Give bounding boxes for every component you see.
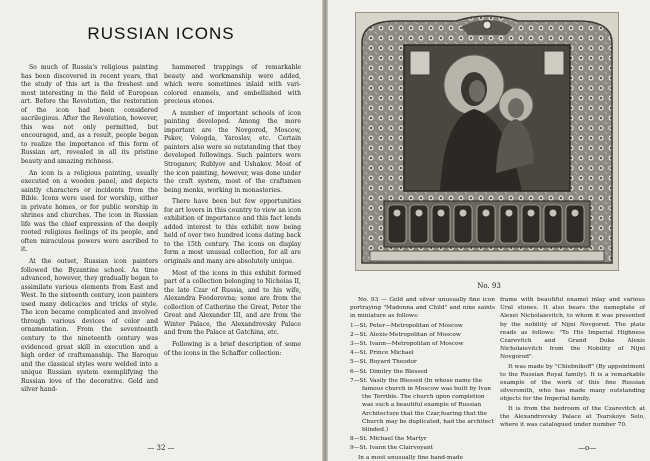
paragraph: At the outset, Russian icon painters followed the Byzantine school. As time advanced, however, they gradually began to assimilate various elements from East and West. In the sixteenth century, icon painters used many delicacies and tricks of style. The icon became complicated and involved through various devices of color and ornamentation. From the seventeenth century to the nineteenth century was evidenced great skill in execution and a high order of craftsmanship. The Baroque and the classical styles were welded into a unique Russian system exemplifying the Russian love of the decorative. Gold and silver hand- bbox=[21, 258, 158, 394]
icon-photograph bbox=[355, 12, 619, 271]
list-item: 6—St. Dimitry the Blessed bbox=[350, 368, 428, 375]
paragraph: frame with beautiful enamel inlay and various Ural stones. It also bears the nameplate of Alexei Nicholaievitch, to whom it was presented by the nobility of Nijni Novgorod. The plate reads as follows: "To His Imperial Highness Czarevitch and Grand Duke Alexis Nicholaievitch from the Nobility of Nijni Novgorod". bbox=[500, 297, 645, 361]
page-ornament: —o— bbox=[578, 444, 597, 452]
paragraph: There have been but few opportunities for art lovers in this country to view an icon exhibition of importance and this fact lends added interest to this exhibit now being held of over two hundred icons dating back to the 15th century. The icons on display form a most unusual collection, for all are originals and many are absolutely unique. bbox=[164, 198, 301, 266]
paragraph: In a most unusually fine hand-made bbox=[358, 454, 464, 461]
list-item: 2—St. Alexis-Metropolitan of Moscow bbox=[350, 331, 461, 338]
left-column-2 bbox=[164, 64, 301, 361]
paragraph: It is from the bedroom of the Czarevitch at the Alexandrovsky Palace at Tsarskoye Selo, where it was catalogued under number 70. bbox=[500, 405, 645, 429]
list-item: 1—St. Peter—Metropolitan of Moscow bbox=[350, 322, 463, 329]
paragraph: It was made by "Chlebnikoff" (By appointment to the Russian Royal family). It is a remarkable example of the work of this fine Russian silversmith, who has made many outstanding objects for the Imperial family. bbox=[500, 363, 645, 403]
paragraph: No. 93 — Gold and silver unusually fine icon portraying "Madonna and Child" and nine saints in miniature as follows: bbox=[350, 297, 495, 320]
left-column-1 bbox=[21, 64, 158, 398]
paragraph: An icon is a religious painting, usually executed on a wooden panel, and depicts saintly characters or incidents from the Bible. Icons were used for worship, either in private homes, or for public worship in shrines and churches. The icon in Russian life was the chief expression of the deeply rooted religious feelings of its people, and often miraculous powers were ascribed to it. bbox=[21, 169, 158, 254]
madonna-icon-image bbox=[356, 13, 618, 270]
list-item: 4—St. Prince Michael bbox=[350, 350, 414, 357]
list-item: 9—St. Ivann the Clairvoyant bbox=[350, 445, 434, 452]
right-column-1 bbox=[350, 296, 495, 461]
page-title: RUSSIAN ICONS bbox=[87, 24, 235, 43]
paragraph: hammered trappings of remarkable beauty and workmanship were added, which were sometimes inlaid with vari-colored enamels, and embellished with precious stones. bbox=[164, 64, 301, 106]
list-item: 7—St. Vasily the Blessed (In whose name the famous church in Moscow was built by Ivan the Terrible. The church upon completion was such a beautiful example of Russian Architecture that the Czar,fearing that the Church may be duplicated, had the architect blinded.) bbox=[350, 377, 494, 434]
image-caption: No. 93 bbox=[477, 282, 501, 290]
list-item: 5—St. Boyard Theodor bbox=[350, 359, 417, 366]
paragraph: So much of Russia's religious painting has been discovered in recent years, that the study of this art is the freshest and most interesting in the field of European art. Before the Revolution, the restoration of the icon had been considered sacrilegious. After the Revolution, however, this was not only permitted, but encouraged, and, as a result, people began to realize the importance of this form of Russian art, revealed in all its pristine beauty and amazing richness. bbox=[21, 64, 158, 166]
left-page bbox=[0, 0, 322, 461]
paragraph: Most of the icons in this exhibit formed part of a collection belonging to Nicholas II, the late Czar of Russia, and to his wife, Alexandra Feodorovna; some are from the collection of Catherine the Great, Peter the Great and Alexander III, and are from the Winter Palace, the Alexandrovsky Palace and from the Palace at Gatchina, etc. bbox=[164, 269, 301, 337]
page-number: — 32 — bbox=[147, 444, 175, 452]
right-page bbox=[328, 0, 650, 461]
list-item: 3—St. Ivann—Metropolitan of Moscow bbox=[350, 341, 464, 348]
list-item: 8—St. Michael the Martyr bbox=[350, 436, 427, 443]
paragraph: Following is a brief description of some of the icons in the Schaffer collection: bbox=[164, 340, 301, 357]
paragraph: A number of important schools of icon painting developed. Among the more important are the Novgorod, Moscow, Pskov, Vologda, Yaroslav, etc. Certain painters also were so outstanding that they developed followings. Such painters were Stroganov, Rublyov and Ushakov. Most of the icon painting, however, was done under the craft system, most of the craftsmen being monks, working in monasteries. bbox=[164, 109, 301, 194]
right-column-2 bbox=[500, 296, 645, 430]
